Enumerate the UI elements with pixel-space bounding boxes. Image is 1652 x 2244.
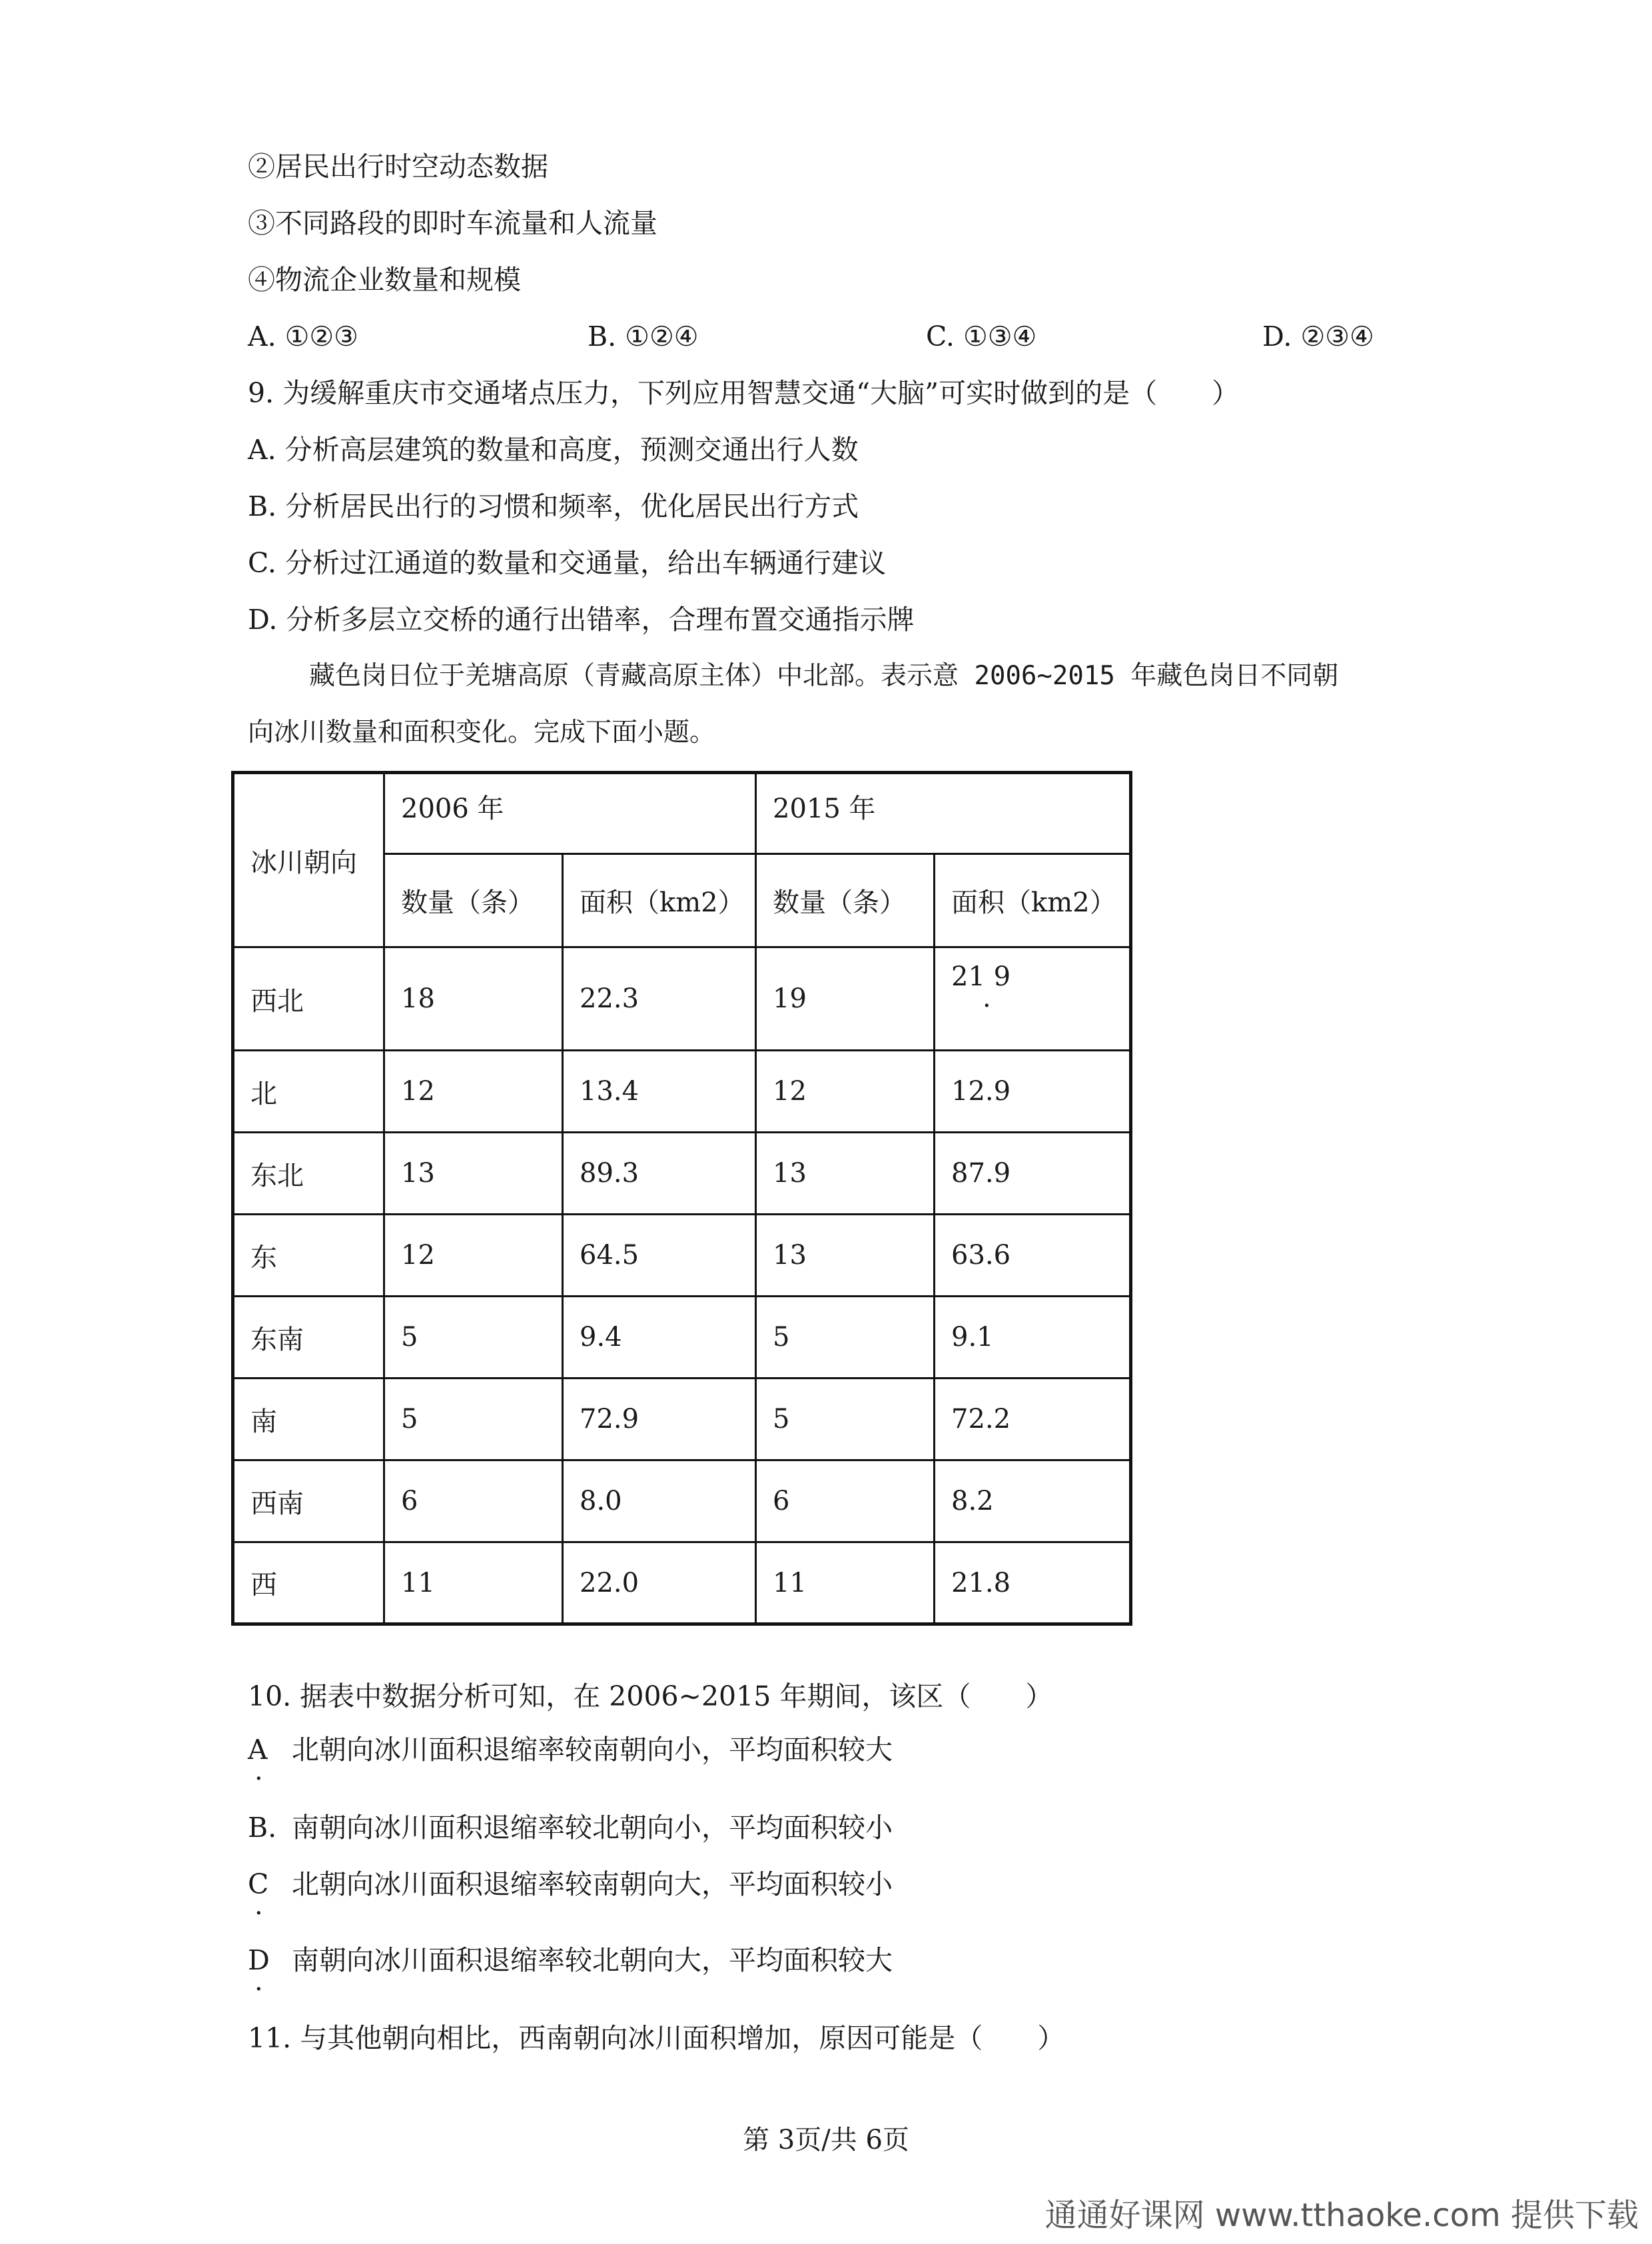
table-cell: 13.4 [563, 1051, 756, 1133]
table-cell: 13 [384, 1133, 563, 1215]
table-row [233, 1215, 1131, 1297]
table-cell: 13 [756, 1215, 935, 1297]
table-cell: 21.8 [935, 1542, 1131, 1624]
passage-line-1: 藏色岗日位于羌塘高原（青藏高原主体）中北部。表示意 2006~2015 年藏色岗日不同朝 [309, 661, 1339, 691]
table-cell: 12 [384, 1215, 563, 1297]
table-cell: 11 [384, 1542, 563, 1624]
table-cell: 6 [384, 1460, 563, 1542]
table-cell: 8.0 [563, 1460, 756, 1542]
table-cell-direction: 东北 [233, 1133, 384, 1215]
q10-option-b-text: 南朝向冰川面积退缩率较北朝向小，平均面积较小 [292, 1812, 893, 1844]
table-cell: 13 [756, 1133, 935, 1215]
q10-option-d-dot: · [254, 1974, 263, 2005]
table-subheader-area-2006: 面积（km2） [563, 854, 756, 947]
table-cell: 64.5 [563, 1215, 756, 1297]
q8-option-c: C. ①③④ [926, 320, 1037, 352]
table-cell: 5 [756, 1297, 935, 1379]
table-cell: 22.0 [563, 1542, 756, 1624]
table-cell: 12.9 [935, 1051, 1131, 1133]
table-cell-direction: 西南 [233, 1460, 384, 1542]
q10-option-c-dot: · [254, 1898, 263, 1929]
table-row [233, 1542, 1131, 1624]
q9-stem: 9. 为缓解重庆市交通堵点压力，下列应用智慧交通“大脑”可实时做到的是（ ） [248, 377, 1240, 409]
q8-option-a: A. ①②③ [248, 320, 358, 352]
table-cell: 89.3 [563, 1133, 756, 1215]
table-cell: 72.2 [935, 1379, 1131, 1460]
table-row [233, 1460, 1131, 1542]
glacier-table [231, 771, 1132, 1626]
q10-option-b-letter: B. [248, 1812, 277, 1844]
table-cell: 12 [756, 1051, 935, 1133]
watermark: 通通好课网 www.tthaoke.com 提供下载 [1044, 2197, 1639, 2234]
q10-option-c-text: 北朝向冰川面积退缩率较南朝向大，平均面积较小 [292, 1868, 893, 1900]
table-cell: 5 [384, 1379, 563, 1460]
table-corner-cell: 冰川朝向 [233, 773, 384, 947]
table-cell: 5 [384, 1297, 563, 1379]
q10-option-a-dot: · [254, 1764, 263, 1794]
q9-option-d: D. 分析多层立交桥的通行出错率，合理布置交通指示牌 [248, 604, 915, 636]
table-subheader-area-2015: 面积（km2） [935, 854, 1131, 947]
q9-option-a: A. 分析高层建筑的数量和高度，预测交通出行人数 [248, 434, 859, 466]
q9-option-c: C. 分析过江通道的数量和交通量，给出车辆通行建议 [248, 547, 886, 579]
q8-option-d: D. ②③④ [1262, 320, 1374, 352]
q10-option-c-letter: C [248, 1868, 269, 1900]
table-cell: 21 9 [935, 947, 1131, 1051]
table-cell: 11 [756, 1542, 935, 1624]
table-row [233, 1051, 1131, 1133]
table-cell: 72.9 [563, 1379, 756, 1460]
table-subheader-count-2006: 数量（条） [384, 854, 563, 947]
table-row [233, 1133, 1131, 1215]
table-cell-direction: 西 [233, 1542, 384, 1624]
q9-option-b: B. 分析居民出行的习惯和频率，优化居民出行方式 [248, 490, 859, 522]
stray-dot: · [983, 991, 991, 1021]
q8-option-b: B. ①②④ [588, 320, 699, 352]
table-subheader-count-2015: 数量（条） [756, 854, 935, 947]
q8-item-3: ③不同路段的即时车流量和人流量 [248, 207, 657, 239]
table-row [233, 1297, 1131, 1379]
table-cell: 22.3 [563, 947, 756, 1051]
table-year-2006: 2006 年 [384, 773, 756, 854]
table-cell-direction: 东 [233, 1215, 384, 1297]
table-cell: 19 [756, 947, 935, 1051]
table-cell-direction: 北 [233, 1051, 384, 1133]
q10-option-d-letter: D [248, 1944, 270, 1976]
table-row [233, 947, 1131, 1051]
passage-line-2: 向冰川数量和面积变化。完成下面小题。 [248, 718, 716, 748]
table-cell: 87.9 [935, 1133, 1131, 1215]
table-cell: 9.4 [563, 1297, 756, 1379]
table-year-2015: 2015 年 [756, 773, 1131, 854]
table-cell: 12 [384, 1051, 563, 1133]
table-cell-direction: 东南 [233, 1297, 384, 1379]
table-cell: 9.1 [935, 1297, 1131, 1379]
table-cell-direction: 西北 [233, 947, 384, 1051]
page-footer: 第 3页/共 6页 [743, 2125, 909, 2155]
q8-item-2: ②居民出行时空动态数据 [248, 151, 548, 183]
q10-stem: 10. 据表中数据分析可知，在 2006~2015 年期间，该区（ ） [248, 1680, 1053, 1712]
q10-option-a-letter: A [248, 1734, 268, 1766]
q10-option-a-text: 北朝向冰川面积退缩率较南朝向小，平均面积较大 [292, 1734, 893, 1766]
table-cell: 5 [756, 1379, 935, 1460]
q8-item-4: ④物流企业数量和规模 [248, 264, 521, 296]
table-cell: 6 [756, 1460, 935, 1542]
table-cell-direction: 南 [233, 1379, 384, 1460]
q11-stem: 11. 与其他朝向相比，西南朝向冰川面积增加，原因可能是（ ） [248, 2022, 1065, 2054]
table-row [233, 1379, 1131, 1460]
q10-option-d-text: 南朝向冰川面积退缩率较北朝向大，平均面积较大 [292, 1944, 893, 1976]
table-cell: 8.2 [935, 1460, 1131, 1542]
table-cell: 18 [384, 947, 563, 1051]
table-header-years [233, 773, 1131, 854]
table-cell: 63.6 [935, 1215, 1131, 1297]
